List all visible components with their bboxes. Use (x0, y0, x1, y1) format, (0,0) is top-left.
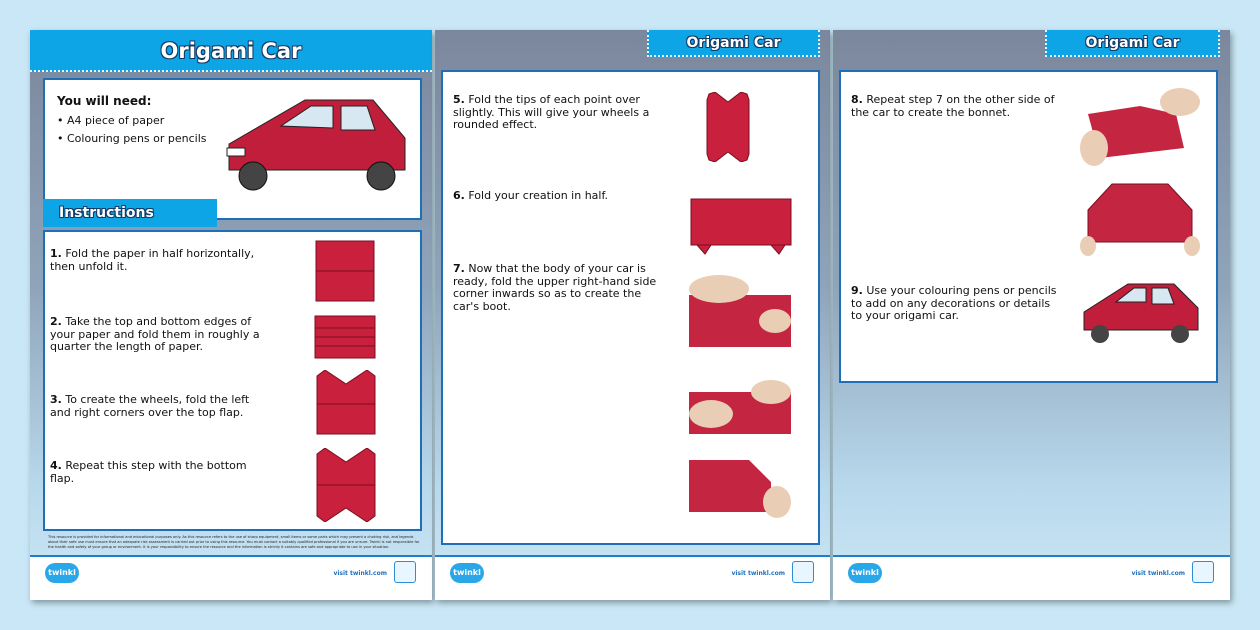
needs-item: • Colouring pens or pencils (57, 132, 207, 145)
step-1: 1. Fold the paper in half horizontally, then unfold it. (50, 247, 255, 273)
quality-badge-icon (792, 561, 814, 583)
step-3: 3. To create the wheels, fold the left and right corners over the top flap. (50, 393, 250, 419)
step-9: 9. Use your colouring pens or pencils to add on any decorations or details to your origami car. (851, 284, 1057, 322)
step-8-photo (1080, 88, 1200, 166)
needs-item: • A4 piece of paper (57, 114, 165, 127)
footer (833, 555, 1230, 600)
step-3-image (315, 370, 377, 436)
step-8-result-image (1080, 180, 1200, 256)
website-link[interactable]: visit twinkl.com (1131, 570, 1185, 577)
twinkl-logo[interactable]: twinkl (848, 563, 882, 583)
twinkl-logo[interactable]: twinkl (45, 563, 79, 583)
step-8: 8. Repeat step 7 on the other side of the car to create the bonnet. (851, 93, 1055, 119)
finished-car-image (1080, 282, 1202, 346)
website-link[interactable]: visit twinkl.com (333, 570, 387, 577)
step-4: 4. Repeat this step with the bottom flap. (50, 459, 247, 485)
page-title: Origami Car (1045, 30, 1220, 57)
step-1-image (315, 240, 375, 302)
disclaimer: This resource is provided for informational and educational purposes only. As this resource refers to the use of sharp equipment, small items or some parts which may present a choking risk, and legends about their safe use must ensure that an adequate risk assessment is carried out prior to using this resource. You must contact a suitably qualified professional if you are unsure. Twinkl is not responsible for the health and safety of your group or environment. It is your responsibility to ensure the resource and the information is strictly it contains are safe and appropriate to use in your situation. (48, 535, 420, 549)
car-illustration (223, 96, 413, 196)
step-2-image (313, 314, 377, 360)
step-7-photo-2 (689, 378, 791, 434)
step-5-image (705, 92, 751, 162)
step-2: 2. Take the top and bottom edges of your paper and fold them in roughly a quarter the length of paper. (50, 315, 260, 353)
page-title: Origami Car (30, 30, 432, 72)
footer (435, 555, 830, 600)
step-4-image (315, 448, 377, 522)
footer (30, 555, 432, 600)
step-5: 5. Fold the tips of each point over slightly. This will give your wheels a rounded effect. (453, 93, 650, 131)
instructions-heading: Instructions (43, 199, 217, 227)
website-link[interactable]: visit twinkl.com (731, 570, 785, 577)
page-2 (435, 30, 830, 600)
step-7-photo-3 (689, 458, 791, 522)
page-title: Origami Car (647, 30, 820, 57)
quality-badge-icon (394, 561, 416, 583)
step-7-photo-1 (689, 275, 791, 347)
step-7: 7. Now that the body of your car is ready, fold the upper right-hand side corner inwards so as to create the car's boot. (453, 262, 657, 313)
page-1 (30, 30, 432, 600)
twinkl-logo[interactable]: twinkl (450, 563, 484, 583)
step-6: 6. Fold your creation in half. (453, 189, 609, 202)
needs-heading: You will need: (57, 94, 152, 108)
quality-badge-icon (1192, 561, 1214, 583)
step-6-image (689, 197, 793, 257)
page-3 (833, 30, 1230, 600)
